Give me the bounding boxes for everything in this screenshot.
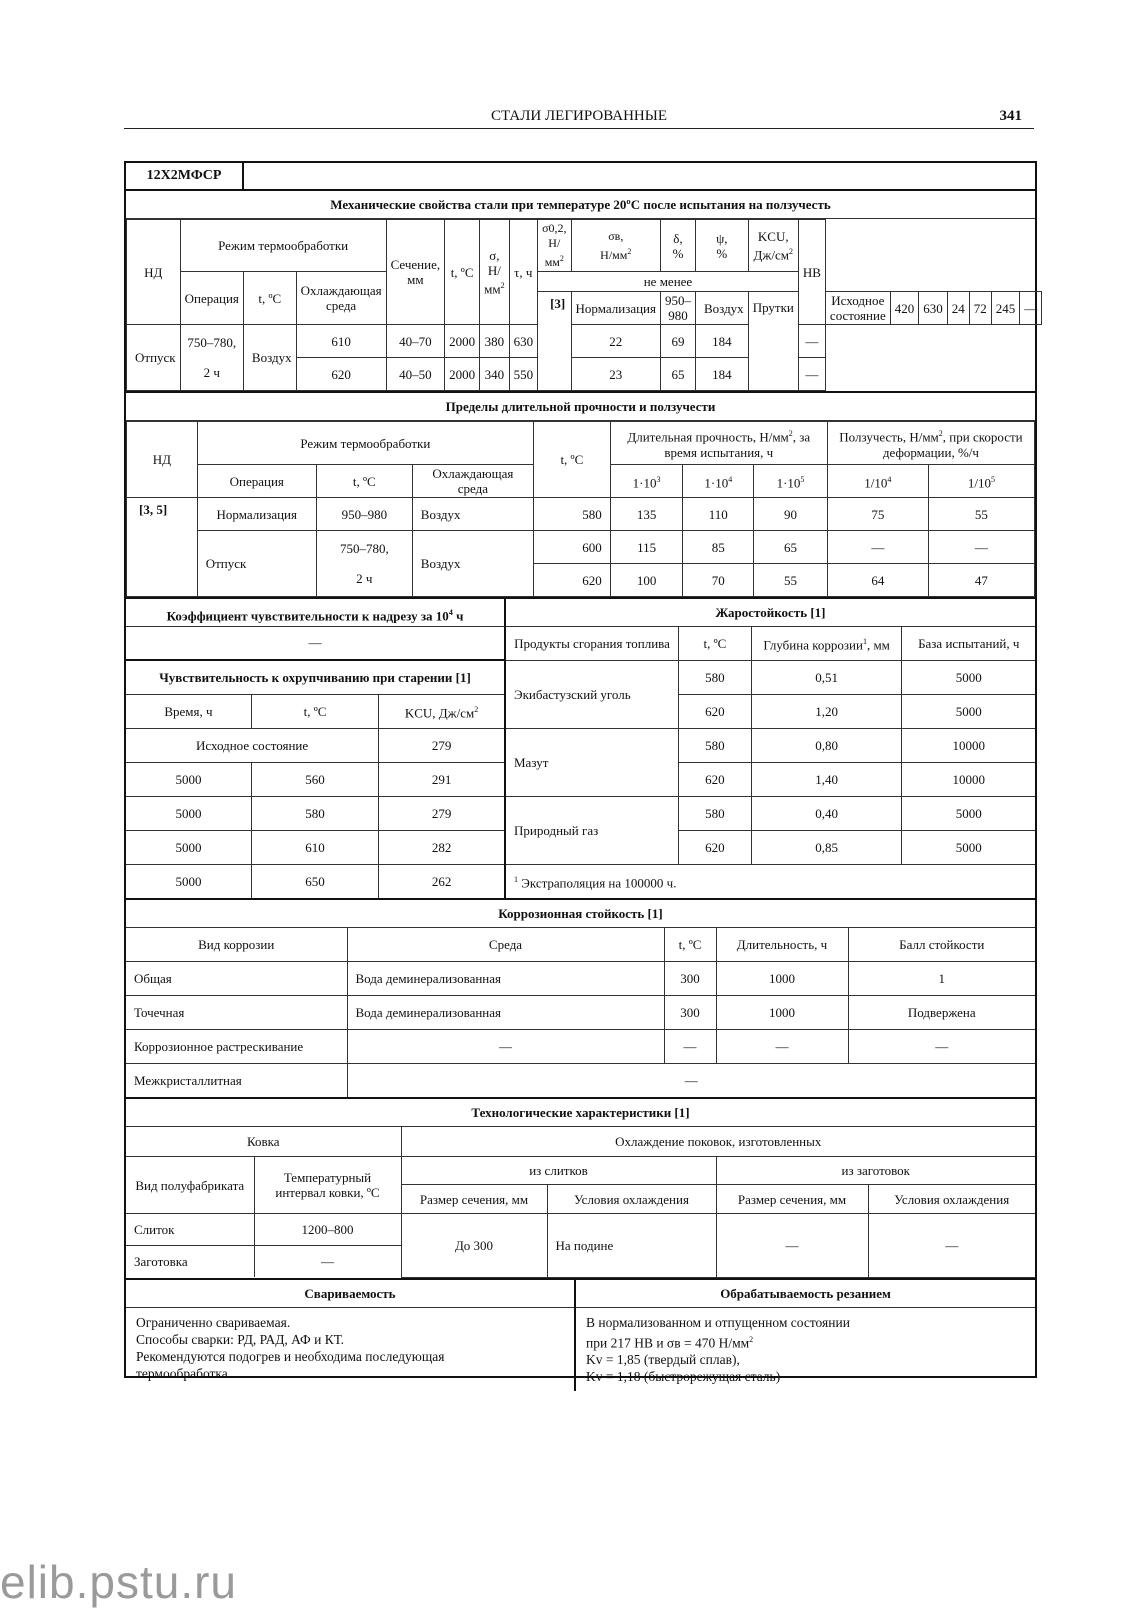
section-title-machining: Обрабатываемость резанием [576,1280,1035,1308]
cell: 0,51 [751,661,902,695]
cell: 420 [890,292,919,325]
corrosion-table [126,927,1035,1097]
cell: 750–780, 2 ч [180,325,243,391]
op-tempering: Отпуск [197,531,316,597]
cell: 10000 [902,763,1035,797]
cell: 5000 [126,865,251,899]
cell: 1,20 [751,695,902,729]
cell: 1000 [716,996,848,1030]
col-mode: Режим термообработки [180,220,386,272]
col-creep: Ползучесть, $Н/мм^2$, при скорости деформации, %/ч [827,422,1034,465]
col-duration: Длительность, ч [716,928,848,962]
initial-state: Исходное состояние [126,729,379,763]
col-time: Время, ч [126,695,251,729]
section-title-mechanical: Механические свойства стали при температуре 20ºС после испытания на ползучесть [126,191,1035,219]
running-title: СТАЛИ ЛЕГИРОВАННЫЕ [490,108,667,124]
col-delta: δ, % [661,220,696,272]
section-title-heat: Жаростойкость [1] [506,599,1035,627]
cell: Воздух [412,531,533,597]
col-nd: НД [127,422,198,498]
machining-text [576,1308,1035,1392]
col-size: Размер сечения, мм [401,1185,547,1214]
col-range: Температурный интервал ковки, ºС [254,1157,401,1214]
cell: 0,80 [751,729,902,763]
col-ingot: из слитков [401,1157,716,1185]
text-line: Рекомендуются подогрев и необходима последующая [136,1348,445,1364]
col-depth: Глубина коррозии$^1$, мм [751,627,902,661]
cell: 40–70 [386,325,445,358]
col-sigma: σ, $Н/мм^2$ [480,220,509,325]
cell: Воздух [412,498,533,531]
col-blank: из заготовок [716,1157,1035,1185]
cell: 560 [251,763,378,797]
cell: — [827,531,928,564]
col-mode: Режим термообработки [197,422,533,465]
col-t: t, ºС [679,627,752,661]
text-line: Способы сварки: РД, РАД, АФ и КТ. [136,1331,344,1347]
col-ttest: t, ºС [445,220,480,325]
col-1e3: $1\cdot 10^3$ [610,465,683,498]
fuel-gas: Природный газ [506,797,679,865]
cell: 380 [480,325,509,358]
cell: Общая [126,962,347,996]
cell: 69 [661,325,696,358]
cell: 630 [509,325,538,358]
cell: 580 [251,797,378,831]
mechanical-table [126,219,1042,391]
cell: 5000 [126,763,251,797]
cell: Точечная [126,996,347,1030]
col-sv: σв, $Н/мм^2$ [571,220,660,272]
cell: 620 [679,831,752,865]
aging-table [126,694,504,898]
cell: 0,40 [751,797,902,831]
cell: 620 [296,358,386,391]
cell: 300 [664,996,716,1030]
cell: — [928,531,1034,564]
cell: 184 [696,358,749,391]
col-t: t, ºС [251,695,378,729]
cell: 291 [379,763,504,797]
op-normalization: Нормализация [197,498,316,531]
col-min: не менее [538,272,799,292]
col-cool: Охлаждающая среда [412,465,533,498]
cell: — [716,1214,868,1278]
text-line: Kv = 1,18 (быстрорежущая сталь) [586,1369,781,1384]
cell: 950–980 [661,292,696,325]
cell: 1 [848,962,1035,996]
col-nd: НД [127,220,181,325]
cell: 72 [969,292,991,325]
cell: 630 [919,292,948,325]
col-1e5: $1\cdot 10^5$ [754,465,828,498]
nd-ref: [3, 5] [127,498,198,597]
cell: Воздух [243,325,296,391]
cell: 610 [251,831,378,865]
cell: 245 [991,292,1020,325]
col-cool: Охлаждающая среда [296,272,386,325]
cell: 5000 [126,797,251,831]
grade-row [126,163,1035,191]
cell: 64 [827,564,928,597]
cell: — [848,1030,1035,1064]
col-creep-1e4: $1/10^4$ [827,465,928,498]
cell: — [798,358,825,391]
col-op: Операция [180,272,243,325]
cell: Слиток [126,1214,254,1246]
cell: 24 [947,292,969,325]
cell: Исходное состояние [825,292,890,325]
cell: 282 [379,831,504,865]
machining-box [576,1280,1035,1392]
col-psi: ψ, % [696,220,749,272]
cell: 279 [379,729,504,763]
steel-datasheet [124,161,1038,1384]
col-type: Вид коррозии [126,928,347,962]
nd-ref: [3] [538,292,571,391]
fuel-coal: Экибастузский уголь [506,661,679,729]
text-line: Ограниченно свариваемая. [136,1314,291,1330]
cell: 115 [610,531,683,564]
left-column [126,599,506,898]
notch-value: — [126,627,504,661]
col-tau: τ, ч [509,220,538,325]
cell: 620 [533,564,610,597]
col-cond: Условия охлаждения [868,1185,1035,1214]
text-line: Kv = 1,85 (твердый сплав), [586,1352,740,1367]
cell: 750–780, 2 ч [316,531,412,597]
section-title-weld: Свариваемость [126,1280,574,1308]
page-header [124,106,1034,129]
cell: 85 [683,531,754,564]
cell: Подвержена [848,996,1035,1030]
cell: Заготовка [126,1246,254,1278]
cell: 1200–800 [254,1214,401,1246]
cell: 22 [571,325,660,358]
cell: 620 [679,695,752,729]
text-line: В нормализованном и отпущенном состоянии [586,1314,850,1330]
heat-table [506,626,1035,897]
cell: 75 [827,498,928,531]
col-s02: σ0,2, $Н/мм^2$ [538,220,571,272]
col-kcu: KCU, $Дж/см^2$ [379,695,504,729]
watermark: elib.pstu.ru [0,1556,238,1608]
col-creep-1e5: $1/10^5$ [928,465,1034,498]
cell: 100 [610,564,683,597]
section-title-limits: Пределы длительной прочности и ползучести [126,391,1035,421]
col-hb: НВ [798,220,825,325]
col-t: t, ºС [316,465,412,498]
cell: 40–50 [386,358,445,391]
op-normalization: Нормализация [571,292,660,325]
cell: 5000 [902,661,1035,695]
cell: Вода деминерализованная [347,962,664,996]
cell: 1000 [716,962,848,996]
cell: 950–980 [316,498,412,531]
page-number: 341 [999,108,1022,124]
cell: — [347,1064,1035,1098]
cell: 5000 [902,831,1035,865]
limits-table [126,421,1035,597]
cell: Прутки [748,292,798,391]
section-title-tech: Технологические характеристики [1] [126,1097,1035,1127]
col-env: Среда [347,928,664,962]
section-title-aging: Чувствительность к охрупчиванию при старении [1] [126,661,504,695]
fuel-mazut: Мазут [506,729,679,797]
cell: 55 [754,564,828,597]
cell: — [1020,292,1042,325]
cell: 5000 [126,831,251,865]
cell: 340 [480,358,509,391]
bottom-block [126,1278,1035,1392]
cell: 5000 [902,695,1035,729]
col-long: Длительная прочность, $Н/мм^2$, за время испытания, ч [610,422,827,465]
cell: 580 [533,498,610,531]
col-cond: Условия охлаждения [547,1185,716,1214]
cell: Межкристаллитная [126,1064,347,1098]
text-line: термообработка [136,1365,228,1381]
heat-footnote: $^1$ Экстраполяция на 100000 ч. [506,865,1035,898]
col-base: База испытаний, ч [902,627,1035,661]
cell: 580 [679,661,752,695]
cell: Вода деминерализованная [347,996,664,1030]
col-section: Сечение, мм [386,220,445,325]
cell: 262 [379,865,504,899]
col-kcu: KCU, $Дж/см^2$ [748,220,798,272]
col-size: Размер сечения, мм [716,1185,868,1214]
col-cooling: Охлаждение поковок, изготовленных [401,1127,1035,1157]
cell: Коррозионное растрескивание [126,1030,347,1064]
cell: — [716,1030,848,1064]
cell: — [254,1246,401,1278]
cell: 300 [664,962,716,996]
col-kind: Вид полуфабриката [126,1157,254,1214]
cell: — [664,1030,716,1064]
cell: На подине [547,1214,716,1278]
col-fuel: Продукты сгорания топлива [506,627,679,661]
cell: 550 [509,358,538,391]
col-1e4: $1\cdot 10^4$ [683,465,754,498]
cell: 65 [661,358,696,391]
cell: 10000 [902,729,1035,763]
section-title-notch: Коэффициент чувствительности к надрезу за $10^4$ ч [126,599,504,627]
cell: 610 [296,325,386,358]
cell: 650 [251,865,378,899]
col-t: t, ºС [664,928,716,962]
cell: 2000 [445,325,480,358]
col-score: Балл стойкости [848,928,1035,962]
cell: 110 [683,498,754,531]
cell: 65 [754,531,828,564]
col-t: t, ºС [243,272,296,325]
cell: — [798,325,825,358]
col-op: Операция [197,465,316,498]
cell: 70 [683,564,754,597]
col-forging: Ковка [126,1127,401,1157]
cell: 580 [679,729,752,763]
op-tempering: Отпуск [127,325,181,391]
cell: 279 [379,797,504,831]
cell: 5000 [902,797,1035,831]
cell: — [347,1030,664,1064]
split-block [126,597,1035,898]
cell: 1,40 [751,763,902,797]
cell: 580 [679,797,752,831]
text-line: при 217 НВ и σв = 470 $Н/мм^2$ [586,1334,754,1350]
cell: 55 [928,498,1034,531]
cell: 135 [610,498,683,531]
cell: 47 [928,564,1034,597]
col-ttest: t, ºС [533,422,610,498]
section-title-corrosion: Коррозионная стойкость [1] [126,898,1035,928]
cell: 620 [679,763,752,797]
cell: 184 [696,325,749,358]
tech-table [126,1126,1035,1278]
weld-box [126,1280,576,1392]
cell: 0,85 [751,831,902,865]
cell: До 300 [401,1214,547,1278]
cell: Воздух [696,292,749,325]
cell: 600 [533,531,610,564]
cell: — [868,1214,1035,1278]
cell: 90 [754,498,828,531]
weld-text [126,1308,574,1388]
cell: 23 [571,358,660,391]
cell: 2000 [445,358,480,391]
right-column [506,599,1035,898]
steel-grade: 12Х2МФСР [126,163,244,189]
